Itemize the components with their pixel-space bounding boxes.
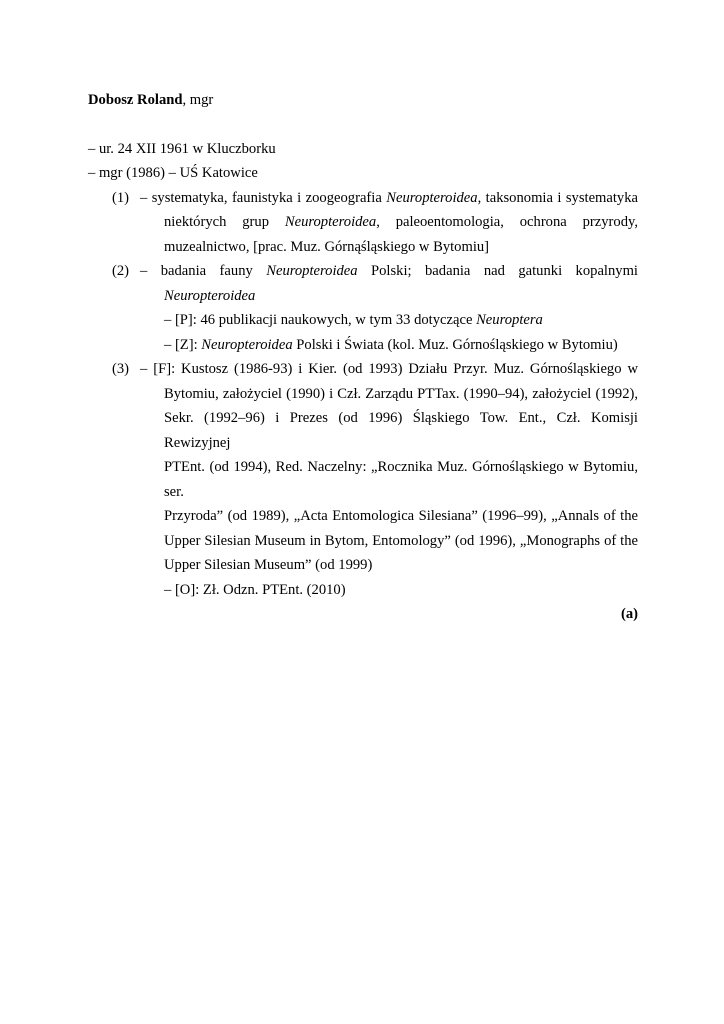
section-3-line-3: Sekr. (1992–96) i Prezes (od 1996) Śląskiego Tow. Ent., Czł. Komisji Rewizyjnej [164, 410, 638, 451]
collections-line [140, 333, 638, 358]
section-3-line-1: – [F]: Kustosz (1986-93) i Kier. (od 1993) Działu Przyr. Muz. Górnośląskiego w [140, 361, 638, 377]
taxon-name: Neuropteroidea [201, 336, 293, 353]
section-3 [88, 357, 638, 602]
section-2-line-1 [140, 259, 638, 284]
section-1 [88, 186, 638, 260]
section-3-line-6: Upper Silesian Museum in Bytom, Entomology” (od 1996), „Monographs of the [164, 532, 638, 549]
section-2-text [140, 259, 638, 357]
person-title: , mgr [182, 92, 214, 108]
section-2-line-2 [140, 284, 638, 309]
section-3-marker: (3) [112, 361, 130, 377]
footer-label: (a) [620, 606, 638, 622]
text-span: , paleoentomologia, ochrona przyrody, [376, 214, 638, 230]
section-1-marker: (1) [112, 189, 130, 206]
text-span: Polski; badania nad gatunki kopalnymi [357, 263, 638, 279]
text-span: niektórych grup [164, 214, 285, 230]
publications-line [140, 308, 638, 333]
person-header [88, 88, 638, 113]
document-page [88, 88, 638, 627]
taxon-name: Neuropteroidea [266, 263, 358, 279]
section-1-line-2 [140, 210, 638, 235]
section-3-line-4: PTEnt. (od 1994), Red. Naczelny: „Rocznika Muz. Górnośląskiego w Bytomiu, ser. [164, 459, 638, 500]
section-1-line-1 [140, 186, 638, 211]
text-span: – badania fauny [140, 263, 267, 279]
taxon-name: Neuropteroidea [386, 189, 478, 206]
section-1-line-3: muzealnictwo, [prac. Muz. Górnąśląskiego w Bytomiu] [164, 238, 490, 255]
section-2-marker: (2) [112, 263, 130, 279]
degree-line: – mgr (1986) – UŚ Katowice [88, 165, 258, 181]
text-span: – [Z]: [164, 336, 202, 353]
text-span: Polski i Świata (kol. Muz. Górnośląskiego w Bytomiu) [292, 336, 618, 353]
award-line: – [O]: Zł. Odzn. PTEnt. (2010) [164, 581, 346, 598]
text-span: , taksonomia i systematyka [477, 189, 639, 206]
birth-line: – ur. 24 XII 1961 w Kluczborku [88, 140, 276, 157]
section-2 [88, 259, 638, 357]
section-3-line-5: Przyroda” (od 1989), „Acta Entomologica Silesiana” (1996–99), „Annals of the [164, 508, 638, 524]
text-span: – systematyka, faunistyka i zoogeografia [140, 189, 387, 206]
section-3-text [140, 357, 638, 602]
text-span: – [P]: 46 publikacji naukowych, w tym 33 dotyczące [164, 312, 477, 328]
taxon-name: Neuropteroidea [164, 287, 256, 304]
taxon-name: Neuropteroidea [284, 214, 377, 230]
section-1-text [140, 186, 638, 260]
person-name: Dobosz Roland [88, 92, 183, 108]
section-3-line-2: Bytomiu, założyciel (1990) i Czł. Zarządu PTTax. (1990–94), założyciel (1992), [164, 385, 638, 402]
taxon-name: Neuroptera [476, 312, 543, 328]
section-3-line-7: Upper Silesian Museum” (od 1999) [164, 557, 373, 573]
